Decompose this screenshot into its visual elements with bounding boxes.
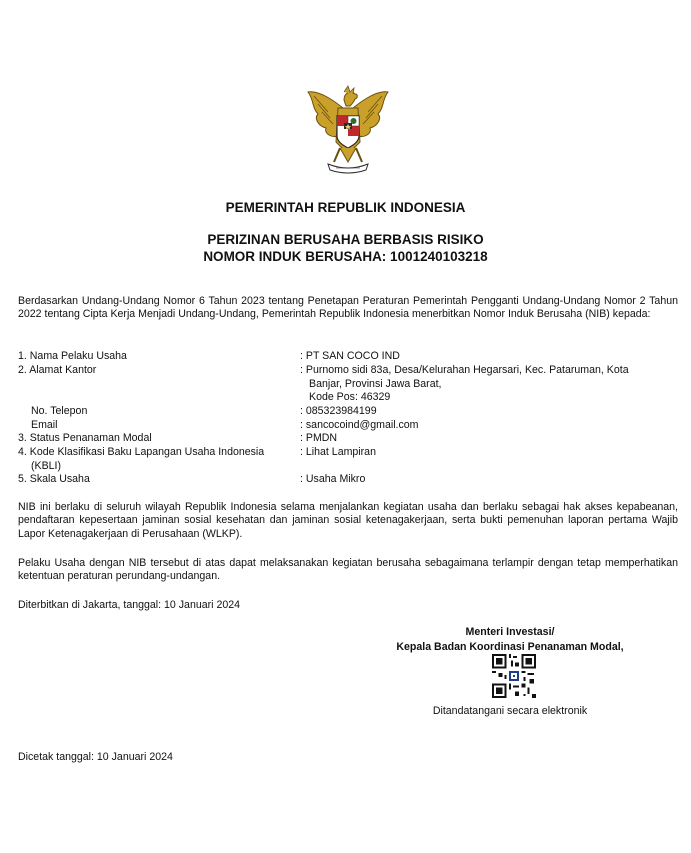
- garuda-emblem-icon: [300, 82, 396, 182]
- field-label: 2. Alamat Kantor: [18, 364, 97, 376]
- issued-date: Diterbitkan di Jakarta, tanggal: 10 Januari 2024: [18, 599, 241, 611]
- field-value: : Purnomo sidi 83a, Desa/Kelurahan Hegarsari, Kec. Pataruman, Kota: [300, 364, 629, 376]
- signatory-title: [360, 625, 660, 655]
- field-label: 5. Skala Usaha: [18, 473, 90, 485]
- intro-paragraph: Berdasarkan Undang-Undang Nomor 6 Tahun 2023 tentang Penetapan Peraturan Pemerintah Pengganti Undang-Undang Nomor 2 Tahun 2022 tentang Cipta Kerja Menjadi Undang-Undang, Pemerintah Republik Indonesia menerbitkan Nomor Induk Berusaha (NIB) kepada:: [18, 295, 678, 321]
- government-title: PEMERINTAH REPUBLIK INDONESIA: [225, 200, 466, 215]
- electronic-signature-note: Ditandatangani secara elektronik: [432, 705, 588, 717]
- field-label: 3. Status Penanaman Modal: [18, 432, 152, 444]
- activities-paragraph: Pelaku Usaha dengan NIB tersebut di atas dapat melaksanakan kegiatan berusaha sebagaimana terlampir dengan tetap memperhatikan ketentuan peraturan perundang-undangan.: [18, 557, 678, 583]
- field-value: : 085323984199: [300, 405, 377, 417]
- field-value: : PMDN: [300, 432, 338, 444]
- field-label: No. Telepon: [31, 405, 88, 417]
- permit-title: PERIZINAN BERUSAHA BERBASIS RISIKO: [207, 232, 484, 247]
- field-value: Banjar, Provinsi Jawa Barat,: [309, 378, 442, 390]
- field-value: : PT SAN COCO IND: [300, 350, 400, 362]
- signatory-line2: Kepala Badan Koordinasi Penanaman Modal,: [396, 641, 624, 653]
- field-label: Email: [31, 419, 58, 431]
- validity-paragraph: NIB ini berlaku di seluruh wilayah Republik Indonesia selama menjalankan kegiatan usaha dan berlaku sebagai hak akses kepabeanan, pendaftaran kepesertaan jaminan sosial kesehatan dan jaminan sosial ketenagakerjaan, serta bukti pemenuhan laporan pertama Wajib Lapor Ketenagakerjaan di Perusahaan (WLKP).: [18, 501, 678, 540]
- nib-number: NOMOR INDUK BERUSAHA: 1001240103218: [203, 249, 488, 264]
- signatory-line1: Menteri Investasi/: [465, 626, 555, 638]
- field-value: : Lihat Lampiran: [300, 446, 376, 458]
- field-label: 4. Kode Klasifikasi Baku Lapangan Usaha Indonesia: [18, 446, 265, 458]
- qr-code-icon: [492, 654, 536, 698]
- field-label: (KBLI): [31, 460, 62, 472]
- field-value: : Usaha Mikro: [300, 473, 366, 485]
- field-value: : sancocoind@gmail.com: [300, 419, 419, 431]
- printed-date: Dicetak tanggal: 10 Januari 2024: [18, 751, 173, 763]
- field-label: 1. Nama Pelaku Usaha: [18, 350, 127, 362]
- field-value: Kode Pos: 46329: [309, 391, 391, 403]
